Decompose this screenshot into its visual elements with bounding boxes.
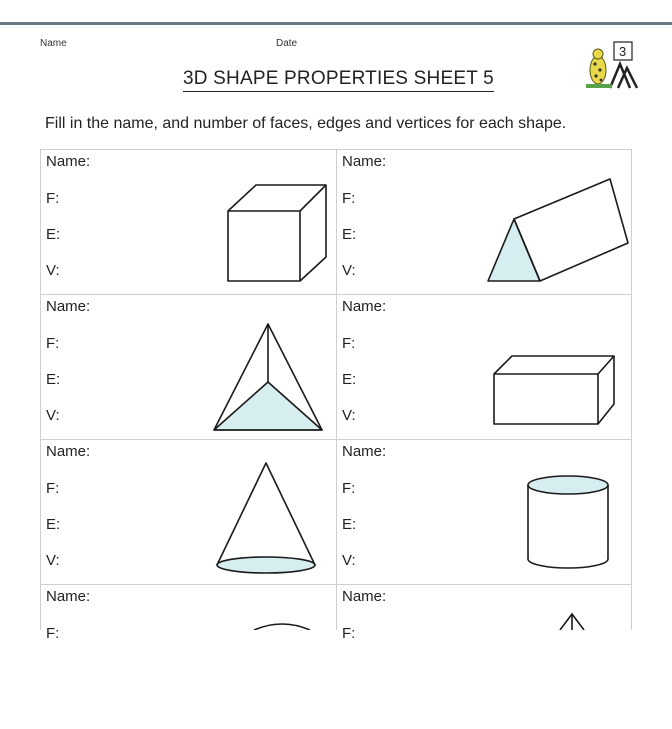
top-rule bbox=[0, 22, 672, 25]
edges-label[interactable]: E: bbox=[342, 226, 357, 243]
shape-cell bbox=[336, 584, 632, 729]
faces-label[interactable]: F: bbox=[46, 480, 60, 497]
edges-label[interactable]: E: bbox=[342, 371, 357, 388]
faces-label[interactable]: F: bbox=[46, 625, 60, 642]
date-label: Date bbox=[276, 38, 298, 49]
edges-label[interactable]: E: bbox=[342, 516, 357, 533]
shape-cell bbox=[40, 294, 336, 439]
cone-icon bbox=[212, 459, 322, 579]
name-field-label[interactable]: Name: bbox=[342, 443, 387, 460]
edges-label[interactable]: E: bbox=[46, 516, 61, 533]
faces-label[interactable]: F: bbox=[342, 190, 356, 207]
shape-cell bbox=[336, 149, 632, 294]
triangular-prism-icon bbox=[484, 175, 632, 287]
edges-label[interactable]: E: bbox=[46, 226, 61, 243]
faces-label[interactable]: F: bbox=[342, 335, 356, 352]
shape-cell bbox=[336, 294, 632, 439]
vertices-label[interactable]: V: bbox=[46, 262, 60, 279]
faces-label[interactable]: F: bbox=[342, 625, 356, 642]
edges-label[interactable]: E: bbox=[46, 371, 61, 388]
pyramid-icon bbox=[552, 612, 592, 630]
name-label: Name bbox=[40, 38, 67, 49]
vertices-label[interactable]: V: bbox=[46, 552, 60, 569]
shape-cell bbox=[336, 439, 632, 584]
name-field-label[interactable]: Name: bbox=[46, 443, 91, 460]
shape-cell bbox=[40, 439, 336, 584]
faces-label[interactable]: F: bbox=[46, 335, 60, 352]
name-field-label[interactable]: Name: bbox=[342, 153, 387, 170]
rectangular-prism-icon bbox=[488, 352, 620, 428]
name-field-label[interactable]: Name: bbox=[46, 298, 91, 315]
sphere-icon bbox=[248, 622, 318, 630]
vertices-label[interactable]: V: bbox=[342, 407, 356, 424]
vertices-label[interactable]: V: bbox=[342, 552, 356, 569]
name-field-label[interactable]: Name: bbox=[46, 588, 91, 605]
logo bbox=[580, 40, 642, 92]
faces-label[interactable]: F: bbox=[342, 480, 356, 497]
instructions: Fill in the name, and number of faces, edges and vertices for each shape. bbox=[45, 115, 567, 132]
faces-label[interactable]: F: bbox=[46, 190, 60, 207]
worksheet-grid bbox=[40, 149, 632, 642]
shape-cell bbox=[40, 149, 336, 294]
logo-number: 3 bbox=[619, 44, 627, 59]
cylinder-icon bbox=[522, 473, 614, 573]
vertices-label[interactable]: V: bbox=[46, 407, 60, 424]
name-field-label[interactable]: Name: bbox=[342, 298, 387, 315]
vertices-label[interactable]: V: bbox=[342, 262, 356, 279]
page-title: 3D SHAPE PROPERTIES SHEET 5 bbox=[183, 68, 494, 92]
name-field-label[interactable]: Name: bbox=[342, 588, 387, 605]
cube-icon bbox=[222, 175, 332, 287]
name-field-label[interactable]: Name: bbox=[46, 153, 91, 170]
shape-cell bbox=[40, 584, 336, 729]
triangular-pyramid-icon bbox=[210, 320, 326, 434]
